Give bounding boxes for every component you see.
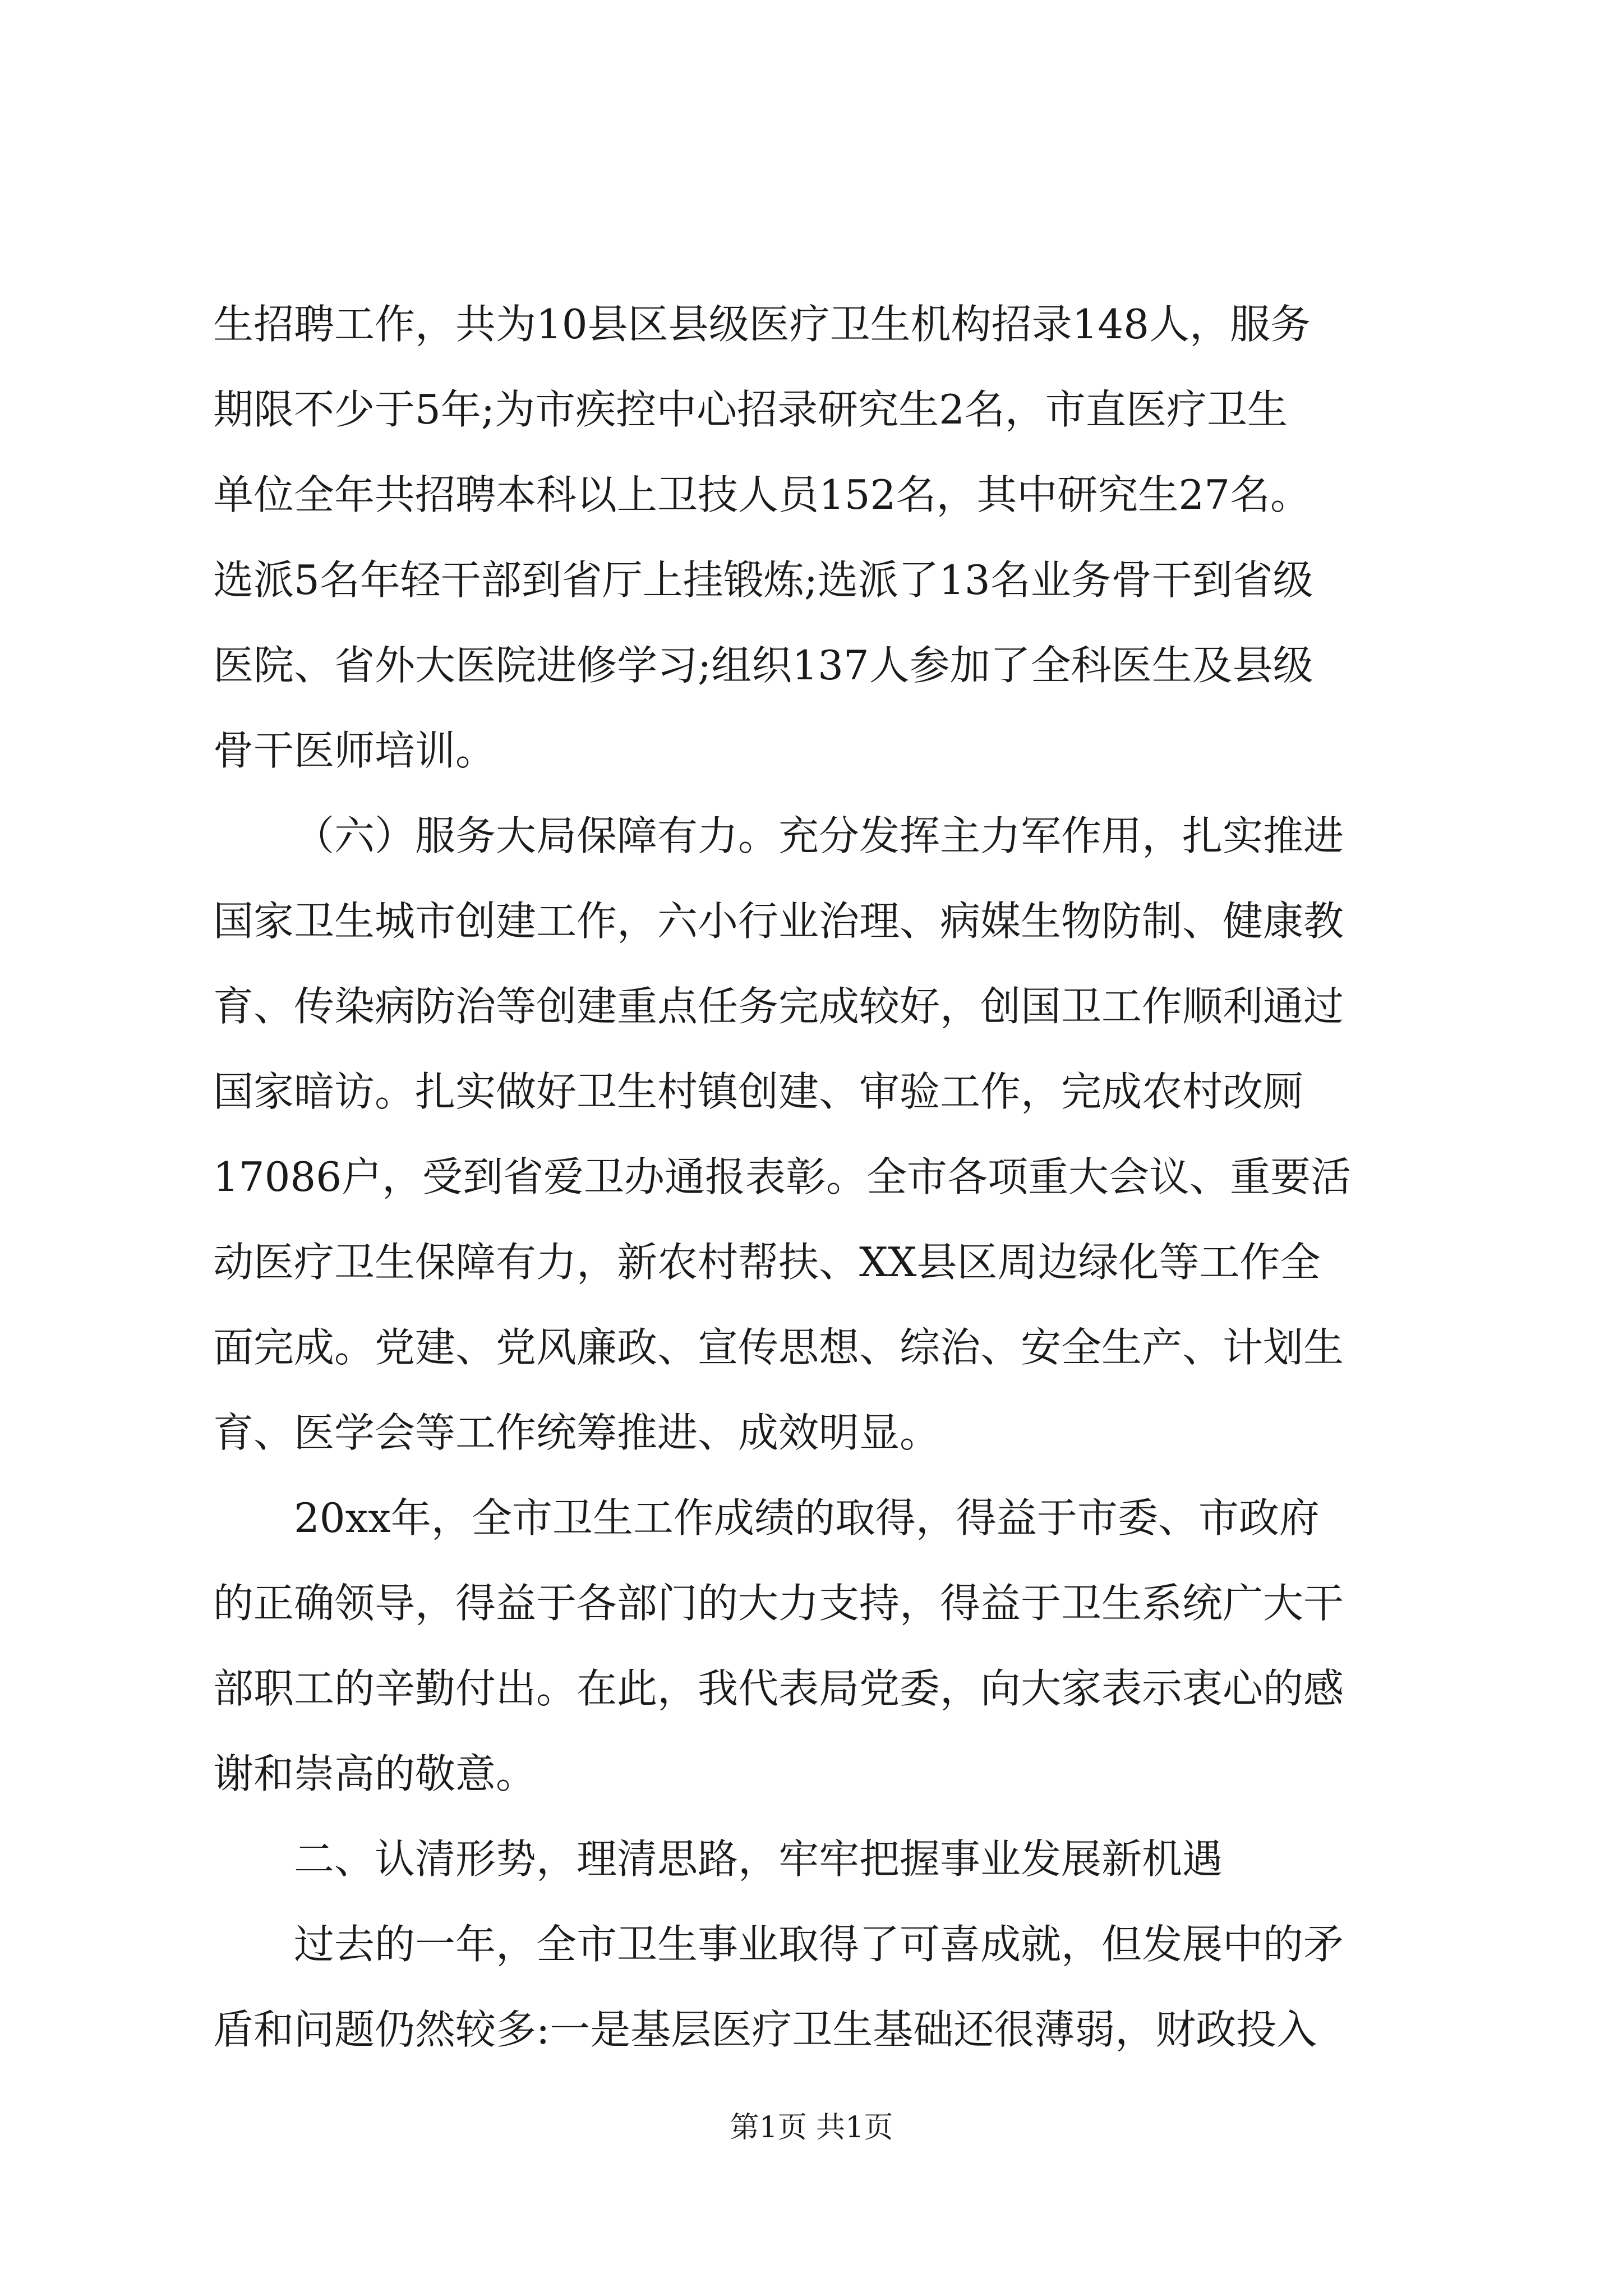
text-line: 育、传染病防治等创建重点任务完成较好，创国卫工作顺利通过 xyxy=(213,983,1344,1030)
text-line: 单位全年共招聘本科以上卫技人员152名，其中研究生27名。 xyxy=(213,471,1311,518)
text-line: 期限不少于5年;为市疾控中心招录研究生2名，市直医疗卫生 xyxy=(213,386,1288,433)
text-line: 部职工的辛勤付出。在此，我代表局党委，向大家表示衷心的感 xyxy=(213,1665,1344,1712)
text-line: 17086户，受到省爱卫办通报表彰。全市各项重大会议、重要活 xyxy=(213,1153,1352,1200)
text-line: 盾和问题仍然较多:一是基层医疗卫生基础还很薄弱，财政投入 xyxy=(213,2006,1317,2053)
paragraph-first-line: （六）服务大局保障有力。充分发挥主力军作用，扎实推进 xyxy=(294,812,1344,859)
text-line: 选派5名年轻干部到省厅上挂锻炼;选派了13名业务骨干到省级 xyxy=(213,556,1313,604)
section-heading: 二、认清形势，理清思路，牢牢把握事业发展新机遇 xyxy=(294,1835,1223,1883)
text-line: 国家暗访。扎实做好卫生村镇创建、审验工作，完成农村改厕 xyxy=(213,1068,1304,1115)
text-line: 动医疗卫生保障有力，新农村帮扶、XX县区周边绿化等工作全 xyxy=(213,1239,1321,1286)
paragraph-first-line: 20xx年，全市卫生工作成绩的取得，得益于市委、市政府 xyxy=(294,1494,1320,1542)
text-line: 谢和崇高的敬意。 xyxy=(213,1750,537,1797)
page-number-footer: 第1页 共1页 xyxy=(730,2111,893,2145)
text-line: 的正确领导，得益于各部门的大力支持，得益于卫生系统广大干 xyxy=(213,1580,1344,1627)
text-line: 骨干医师培训。 xyxy=(213,727,496,774)
text-line: 医院、省外大医院进修学习;组织137人参加了全科医生及县级 xyxy=(213,642,1313,689)
paragraph-first-line: 过去的一年，全市卫生事业取得了可喜成就，但发展中的矛 xyxy=(294,1921,1344,1968)
text-line: 面完成。党建、党风廉政、宣传思想、综治、安全生产、计划生 xyxy=(213,1324,1344,1371)
text-line: 国家卫生城市创建工作，六小行业治理、病媒生物防制、健康教 xyxy=(213,898,1344,945)
text-line: 生招聘工作，共为10县区县级医疗卫生机构招录148人，服务 xyxy=(213,301,1311,348)
text-line: 育、医学会等工作统筹推进、成效明显。 xyxy=(213,1409,940,1456)
